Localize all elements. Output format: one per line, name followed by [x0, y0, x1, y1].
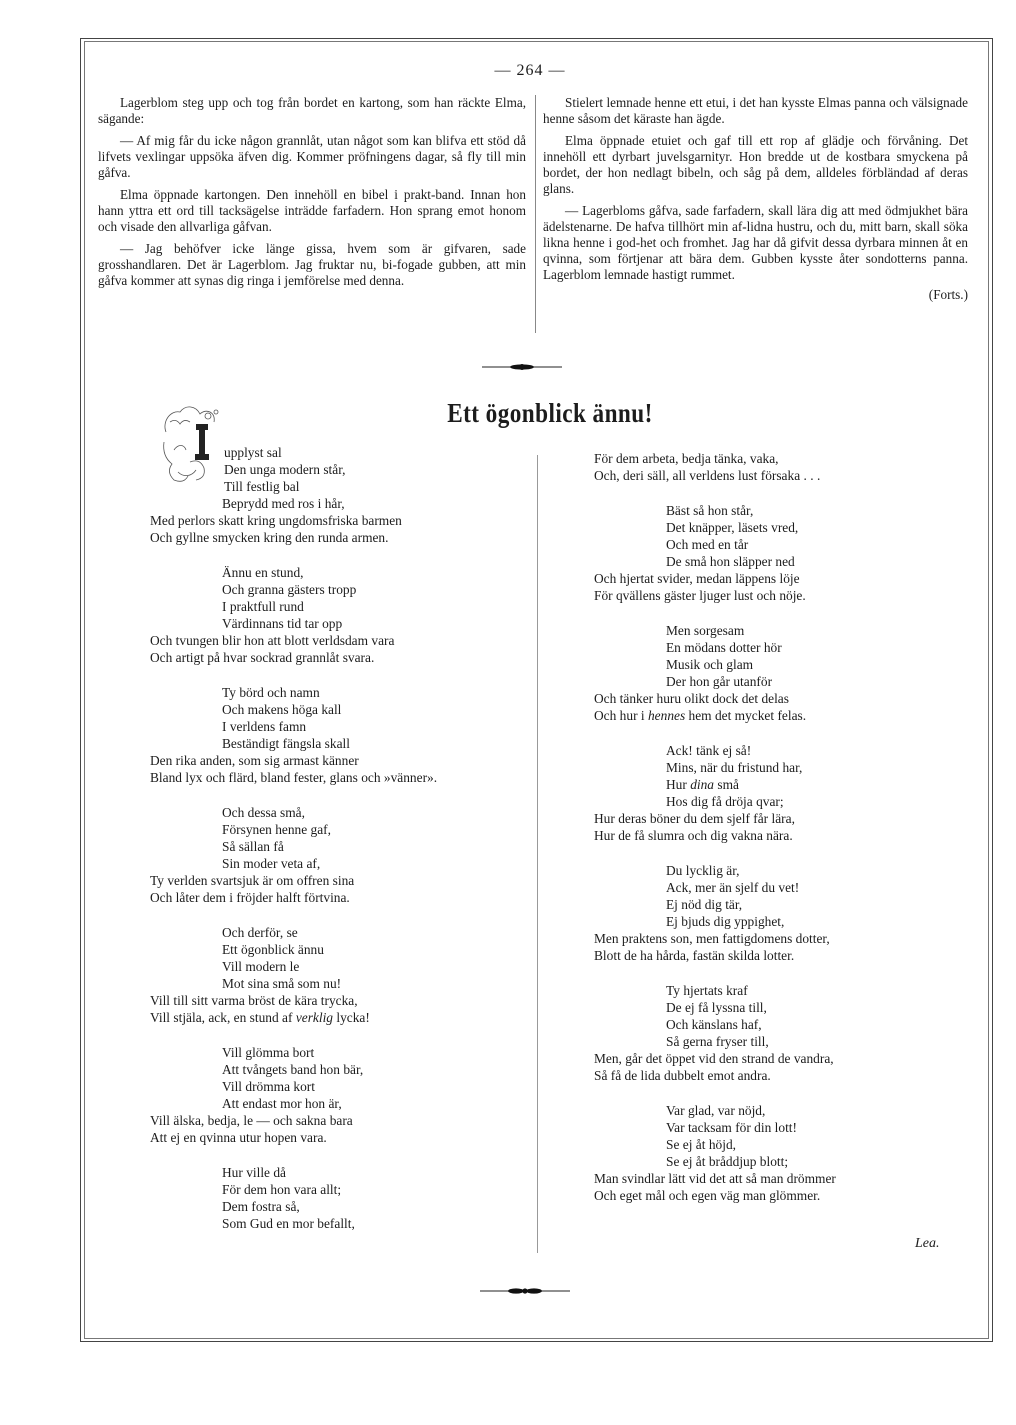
- poem-line: I praktfull rund: [222, 599, 304, 614]
- poem-line: Och tänker huru olikt dock det delas: [594, 691, 789, 706]
- poem-line: Hur deras böner du dem sjelf får lära,: [594, 811, 795, 826]
- poem-line: Var tacksam för din lott!: [666, 1120, 797, 1135]
- poem-line: upplyst sal: [224, 445, 282, 460]
- poem-line: För dem hon vara allt;: [222, 1182, 342, 1197]
- poem-line: Vill till sitt varma bröst de kära trycka,: [150, 993, 358, 1008]
- poem-line: Och känslans haf,: [666, 1017, 762, 1032]
- paragraph: — Jag behöfver icke länge gissa, hvem som är gifvaren, sade grosshandlaren. Det är Lagerblom. Jag fruktar nu, bi-fogade gubben, att min gåfva kommer att synas dig ringa i jemförelse med denna.: [98, 241, 526, 288]
- poem-stanza: [594, 502, 974, 604]
- poem-line: Ty verlden svartsjuk är om offren sina: [150, 873, 355, 888]
- poem-line: Ett ögonblick ännu: [222, 942, 324, 957]
- poem-line: Och låter dem i fröjder halft förtvina.: [150, 890, 350, 905]
- poem-line: Blott de ha hårda, fastän skilda lotter.: [594, 948, 795, 963]
- continued-marker: (Forts.): [928, 287, 968, 302]
- poem-line: Vill glömma bort: [222, 1045, 315, 1060]
- poem-line: Vill stjäla, ack, en stund af verklig lycka!: [150, 1010, 370, 1025]
- poem-line: Hos dig få dröja qvar;: [666, 794, 784, 809]
- poem-stanza: [594, 742, 974, 844]
- poem-line: Ty hjertats kraf: [666, 983, 748, 998]
- poem-line: Musik och glam: [666, 657, 754, 672]
- poem-line: Och hjertat svider, medan läppens löje: [594, 571, 800, 586]
- poem-line: Den rika anden, som sig armast känner: [150, 753, 359, 768]
- poem-line: Att ej en qvinna utur hopen vara.: [150, 1130, 327, 1145]
- poem-line: Hur ville då: [222, 1165, 286, 1180]
- poem-stanza: [150, 1164, 530, 1232]
- poem-line: Men, går det öppet vid den strand de vandra,: [594, 1051, 834, 1066]
- poem-line: Den unga modern står,: [224, 462, 346, 477]
- page-number: — 264 —: [494, 62, 566, 79]
- poem-stanza: [150, 1044, 530, 1146]
- poem-stanza: [150, 444, 530, 546]
- prose-column-left: [98, 95, 526, 295]
- poem-stanza: [150, 804, 530, 906]
- poem-line: Ej nöd dig tär,: [666, 897, 743, 912]
- poem-title: Ett ögonblick ännu!: [447, 398, 653, 428]
- poem-stanza: [150, 924, 530, 1026]
- poem-line: Och eget mål och egen väg man glömmer.: [594, 1188, 821, 1203]
- poem-line: Der hon går utanför: [666, 674, 773, 689]
- poem-line: Men sorgesam: [666, 623, 745, 638]
- paragraph: Stielert lemnade henne ett etui, i det han kysste Elmas panna och välsignade henne såsom det käraste han ägde.: [543, 95, 968, 126]
- poem-line: Så sällan få: [222, 839, 284, 854]
- poem-line: Det knäpper, läsets vred,: [666, 520, 799, 535]
- poem-line: Ack! tänk ej så!: [666, 743, 752, 758]
- poem-stanza: [594, 450, 974, 484]
- poem-line: Och med en tår: [666, 537, 749, 552]
- poem-line: Dem fostra så,: [222, 1199, 300, 1214]
- poem-line: Bäst så hon står,: [666, 503, 754, 518]
- poem-line: Att endast mor hon är,: [222, 1096, 342, 1111]
- poem-stanza: [594, 862, 974, 964]
- poem-line: De små hon släpper ned: [666, 554, 795, 569]
- poem-line: Hur dina små: [666, 777, 739, 792]
- ornament-end-icon: [480, 1286, 570, 1296]
- poem-line: Till festlig bal: [224, 479, 300, 494]
- poem-line: Mot sina små som nu!: [222, 976, 342, 991]
- poem-line: Ännu en stund,: [222, 565, 304, 580]
- poem-line: För dem arbeta, bedja tänka, vaka,: [594, 451, 779, 466]
- poem-line: Vill älska, bedja, le — och sakna bara: [150, 1113, 353, 1128]
- poem-line: För qvällens gäster ljuger lust och nöje.: [594, 588, 806, 603]
- poem-signature: Lea.: [915, 1236, 940, 1251]
- poem-line: Och tvungen blir hon att blott verldsdam vara: [150, 633, 395, 648]
- poem-line: Och gyllne smycken kring den runda armen.: [150, 530, 389, 545]
- poem-line: En mödans dotter hör: [666, 640, 782, 655]
- poem-line: Och artigt på hvar sockrad grannlåt svara.: [150, 650, 375, 665]
- poem-line: Se ej åt höjd,: [666, 1137, 736, 1152]
- poem-line: Var glad, var nöjd,: [666, 1103, 766, 1118]
- column-divider-top: [535, 95, 536, 333]
- paragraph: Elma öppnade etuiet och gaf till ett rop af glädje och förvåning. Det innehöll ett dyrbart juvelsgarnityr. Hon bredde ut de kostbara smyckena på bordet, der hon nedlagt bibeln, och såg på dem, alldeles förbländad af deras glans.: [543, 133, 968, 196]
- poem-line: Att tvångets band hon bär,: [222, 1062, 364, 1077]
- poem-column-right: [594, 450, 974, 1222]
- poem-line: Och granna gästers tropp: [222, 582, 357, 597]
- poem-line: Så få de lida dubbelt emot andra.: [594, 1068, 771, 1083]
- poem-line: Ej bjuds dig yppighet,: [666, 914, 785, 929]
- poem-line: Och dessa små,: [222, 805, 305, 820]
- poem-line: Vill modern le: [222, 959, 300, 974]
- paragraph: — Af mig får du icke någon grannlåt, utan något som kan blifva ett stöd då lifvets vexlingar uppsöka äfven dig. Kommer pröfningens dagar, så fly till min gåfva.: [98, 133, 526, 180]
- paragraph: Elma öppnade kartongen. Den innehöll en bibel i prakt-band. Innan hon hann yttra ett ord till tacksägelse inträdde farfadern. Hon sprang emot honom och visade den allvarliga gåfvan.: [98, 187, 526, 234]
- poem-stanza: [594, 622, 974, 724]
- poem-column-left: [150, 444, 530, 1250]
- poem-line: Man svindlar lätt vid det att så man drömmer: [594, 1171, 836, 1186]
- poem-line: Bland lyx och flärd, bland fester, glans och »vänner».: [150, 770, 438, 785]
- ornament-divider-icon: [482, 362, 562, 372]
- poem-line: Mins, när du fristund har,: [666, 760, 803, 775]
- poem-line: Men praktens son, men fattigdomens dotter,: [594, 931, 830, 946]
- poem-line: Försynen henne gaf,: [222, 822, 331, 837]
- poem-line: Sin moder veta af,: [222, 856, 321, 871]
- poem-line: Med perlors skatt kring ungdomsfriska barmen: [150, 513, 402, 528]
- poem-line: Ty börd och namn: [222, 685, 320, 700]
- paragraph: — Lagerbloms gåfva, sade farfadern, skall lära dig att med ödmjukhet bära ädelstenarne. De hafva tillhört min af-lidna hustru, och du, mitt barn, skall söka likna henne i god-het och fromhet. Jag har då gifvit dessa dyrbara minnen åt en qvinna, som förtjenar att bära dem. Gubben kysste åter sondotterns panna. Lagerblom lemnade hastigt rummet.: [543, 203, 968, 282]
- poem-line: Beständigt fängsla skall: [222, 736, 350, 751]
- column-divider-poem: [537, 455, 538, 1253]
- poem-line: Du lycklig är,: [666, 863, 740, 878]
- poem-line: I verldens famn: [222, 719, 307, 734]
- poem-line: Vill drömma kort: [222, 1079, 315, 1094]
- poem-line: Hur de få slumra och dig vakna nära.: [594, 828, 793, 843]
- poem-stanza: [594, 1102, 974, 1204]
- poem-line: De ej få lyssna till,: [666, 1000, 767, 1015]
- poem-line: Och makens höga kall: [222, 702, 342, 717]
- paragraph: Lagerblom steg upp och tog från bordet en kartong, som han räckte Elma, sägande:: [98, 95, 526, 126]
- poem-stanza: [594, 982, 974, 1084]
- poem-line: Och derför, se: [222, 925, 298, 940]
- poem-stanza: [150, 684, 530, 786]
- prose-column-right: [543, 95, 968, 303]
- poem-line: Ack, mer än sjelf du vet!: [666, 880, 800, 895]
- poem-stanza: [150, 564, 530, 666]
- poem-line: Se ej åt bråddjup blott;: [666, 1154, 789, 1169]
- poem-line: Som Gud en mor befallt,: [222, 1216, 355, 1231]
- poem-line: Värdinnans tid tar opp: [222, 616, 343, 631]
- poem-line: Beprydd med ros i hår,: [222, 496, 345, 511]
- poem-line: Och, deri säll, all verldens lust försaka . . .: [594, 468, 821, 483]
- poem-line: Och hur i hennes hem det mycket felas.: [594, 708, 807, 723]
- poem-line: Så gerna fryser till,: [666, 1034, 769, 1049]
